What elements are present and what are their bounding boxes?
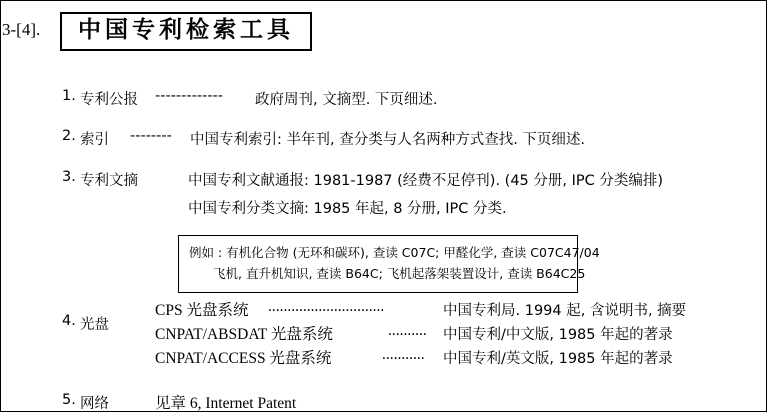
disc-row-2-dots: .......... [388, 322, 427, 339]
example-line-1: 例如 : 有机化合物 (无环和碳环), 查读 C07C; 甲醛化学, 查读 C07C47/04 [189, 245, 600, 260]
list-item-5-number: 5. [62, 392, 76, 408]
list-item-4-number: 4. [62, 313, 76, 329]
example-box [178, 235, 600, 293]
disc-row-1-name: CPS 光盘系统 [155, 302, 249, 319]
slide-number: 3-[4]. [2, 20, 41, 39]
list-item-3-line-1: 中国专利文献通报: 1981-1987 (经费不足停刊). (45 分册, IPC 分类编排) [188, 173, 664, 189]
list-item-3-line-2: 中国专利分类文摘: 1985 年起, 8 分册, IPC 分类. [188, 201, 507, 217]
list-item-5-label: 网络 [80, 396, 109, 412]
page-title: 中国专利检索工具 [60, 12, 312, 51]
slide-header [0, 8, 768, 52]
disc-row-3-desc: 中国专利/英文版, 1985 年起的著录 [443, 351, 673, 367]
list-item-2-label: 索引 [80, 132, 109, 148]
list-item-2-dash: -------- [130, 128, 172, 144]
list-item-4-label: 光盘 [80, 317, 109, 333]
list-item-1-desc: 政府周刊, 文摘型. 下页细述. [255, 92, 438, 108]
list-item-1-number: 1. [62, 88, 76, 104]
list-item-1-label: 专利公报 [80, 92, 138, 108]
disc-row-1-dots: .............................. [268, 298, 385, 315]
list-item-3-number: 3. [62, 169, 76, 185]
example-line-2: 飞机, 直升机知识, 查读 B64C; 飞机起落架装置设计, 查读 B64C25 [213, 266, 586, 282]
list-item-5-desc: 见章 6, Internet Patent [155, 395, 297, 412]
list-item-2-desc: 中国专利索引: 半年刊, 查分类与人名两种方式查找. 下页细述. [190, 132, 586, 148]
disc-row-1-desc: 中国专利局. 1994 起, 含说明书, 摘要 [443, 303, 687, 319]
disc-row-3-name: CNPAT/ACCESS 光盘系统 [155, 350, 332, 367]
list-item-3-label: 专利文摘 [80, 173, 138, 189]
list-item-2-number: 2. [62, 128, 76, 144]
disc-row-2-desc: 中国专利/中文版, 1985 年起的著录 [443, 327, 673, 343]
disc-row-2-name: CNPAT/ABSDAT 光盘系统 [155, 326, 333, 343]
list-item-1-dash: ------------- [155, 88, 224, 104]
disc-row-3-dots: ........... [382, 346, 425, 363]
